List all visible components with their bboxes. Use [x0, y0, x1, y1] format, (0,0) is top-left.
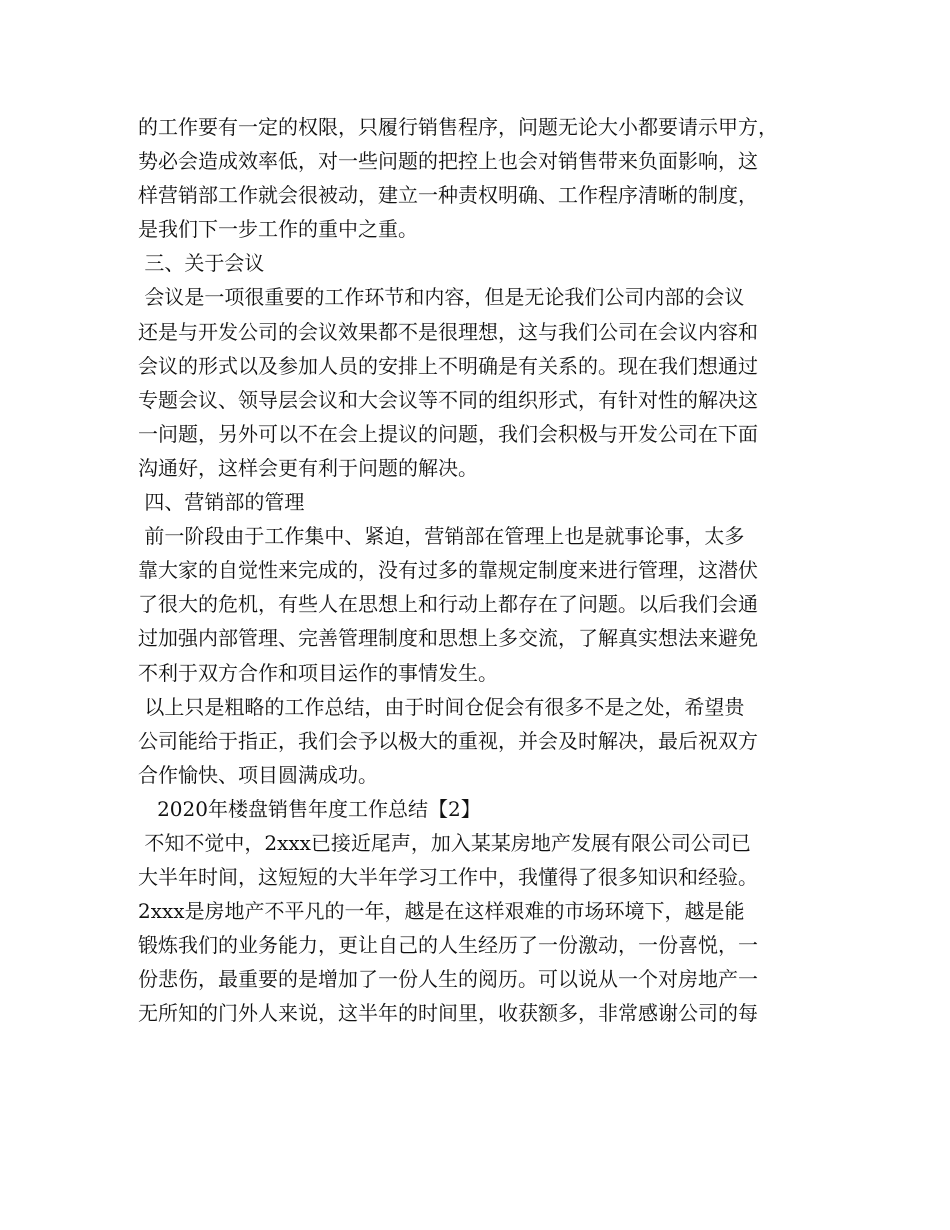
text-line-18: 以上只是粗略的工作总结，由于时间仓促会有很多不是之处，希望贵 — [138, 694, 745, 719]
text-line-23: 大半年时间，这短短的大半年学习工作中，我懂得了很多知识和经验。 — [138, 865, 758, 890]
text-line-20: 合作愉快、项目圆满成功。 — [138, 762, 378, 787]
text-line-25: 锻炼我们的业务能力，更让自己的人生经历了一份激动，一份喜悦，一 — [138, 933, 758, 958]
text-line-26: 份悲伤，最重要的是增加了一份人生的阅历。可以说从一个对房地产一 — [138, 967, 758, 992]
text-line-3: 样营销部工作就会很被动，建立一种责权明确、工作程序清晰的制度， — [138, 183, 758, 208]
text-line-13: 前一阶段由于工作集中、紧迫，营销部在管理上也是就事论事，太多 — [138, 524, 745, 549]
text-line-6: 会议是一项很重要的工作环节和内容，但是无论我们公司内部的会议 — [138, 285, 745, 310]
text-line-19: 公司能给于指正，我们会予以极大的重视，并会及时解决，最后祝双方 — [138, 728, 758, 753]
text-line-7: 还是与开发公司的会议效果都不是很理想，这与我们公司在会议内容和 — [138, 319, 758, 344]
text-line-16: 过加强内部管理、完善管理制度和思想上多交流，了解真实想法来避免 — [138, 626, 758, 651]
text-line-1: 的工作要有一定的权限，只履行销售程序，问题无论大小都要请示甲方， — [138, 115, 778, 139]
section-heading-management: 四、营销部的管理 — [138, 490, 305, 515]
text-line-2: 势必会造成效率低，对一些问题的把控上也会对销售带来负面影响，这 — [138, 149, 758, 174]
text-line-10: 一问题，另外可以不在会上提议的问题，我们会积极与开发公司在下面 — [138, 421, 758, 446]
text-line-9: 专题会议、领导层会议和大会议等不同的组织形式，有针对性的解决这 — [138, 387, 758, 412]
text-line-17: 不利于双方合作和项目运作的事情发生。 — [138, 660, 498, 685]
text-line-11: 沟通好，这样会更有利于问题的解决。 — [138, 455, 478, 480]
document-body — [138, 110, 838, 1031]
section-heading-meetings: 三、关于会议 — [138, 251, 265, 276]
document-subtitle: 2020年楼盘销售年度工作总结【2】 — [138, 796, 481, 821]
text-line-14: 靠大家的自觉性来完成的，没有过多的靠规定制度来进行管理，这潜伏 — [138, 558, 758, 583]
text-line-24: 2xxx是房地产不平凡的一年，越是在这样艰难的市场环境下，越是能 — [138, 899, 745, 924]
text-line-27: 无所知的门外人来说，这半年的时间里，收获额多，非常感谢公司的每 — [138, 1001, 758, 1026]
text-line-15: 了很大的危机，有些人在思想上和行动上都存在了问题。以后我们会通 — [138, 592, 758, 617]
text-line-4: 是我们下一步工作的重中之重。 — [138, 217, 418, 242]
text-line-8: 会议的形式以及参加人员的安排上不明确是有关系的。现在我们想通过 — [138, 353, 758, 378]
text-line-22: 不知不觉中，2xxx已接近尾声，加入某某房地产发展有限公司公司已 — [138, 830, 751, 855]
